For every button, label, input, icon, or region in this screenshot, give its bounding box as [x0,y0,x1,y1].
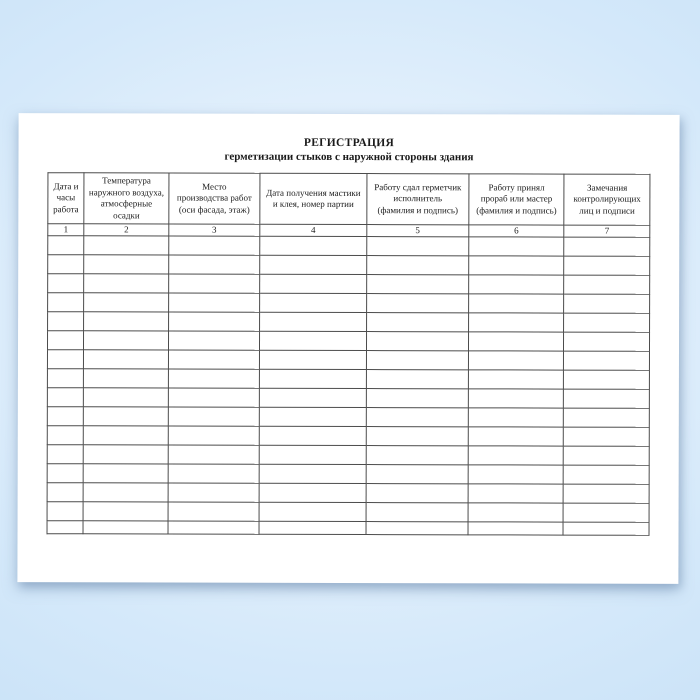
empty-cell [84,331,169,350]
empty-cell [84,255,169,274]
empty-cell [48,293,84,312]
table-row [47,350,649,371]
empty-cell [47,483,83,502]
table-row [47,464,649,485]
column-number: 3 [169,224,260,236]
empty-cell [259,388,366,407]
empty-cell [168,483,259,502]
empty-cell [168,369,259,388]
empty-cell [48,274,84,293]
empty-cell [168,502,259,521]
empty-cell [83,464,168,483]
empty-cell [468,332,564,351]
table-row [47,388,649,409]
empty-cell [83,483,168,502]
empty-cell [259,293,366,312]
empty-cell [468,275,564,294]
empty-cell [366,446,468,465]
empty-cell [366,427,468,446]
empty-cell [564,408,650,427]
column-number: 7 [564,225,650,237]
empty-cell [168,521,259,534]
empty-cell [259,521,366,534]
empty-cell [468,389,564,408]
table-row [47,502,649,523]
table-row [47,521,649,536]
empty-cell [564,351,650,370]
registration-table [47,172,651,536]
table-body [47,236,650,536]
empty-cell [48,236,84,255]
empty-cell [259,407,366,426]
empty-cell [468,370,564,389]
table-row [47,445,649,466]
column-header-work-submitted: Работу сдал герметчик исполнитель (фамилия и подпись) [367,174,469,225]
empty-cell [260,274,367,293]
empty-cell [366,522,468,535]
empty-cell [84,312,169,331]
empty-cell [564,370,650,389]
empty-cell [259,445,366,464]
empty-cell [83,426,168,445]
empty-cell [83,407,168,426]
empty-cell [169,312,260,331]
empty-cell [366,370,468,389]
column-header-work-accepted: Работу принял прораб или мастер (фамилия и подпись) [469,174,565,225]
table-row [48,274,650,295]
empty-cell [84,293,169,312]
empty-cell [366,351,468,370]
column-number: 2 [84,224,169,236]
empty-cell [168,407,259,426]
empty-cell [564,256,650,275]
column-header-remarks: Замечания контролирующих лиц и подписи [564,174,650,225]
empty-cell [366,408,468,427]
empty-cell [169,255,260,274]
empty-cell [468,351,564,370]
table-row [47,426,649,447]
empty-cell [47,521,83,534]
empty-cell [366,503,468,522]
document-title: РЕГИСТРАЦИЯ [303,136,395,150]
empty-cell [260,255,367,274]
document-page [17,113,679,584]
table-row [48,312,650,333]
empty-cell [468,465,564,484]
column-header-work-location: Место производства работ (оси фасада, этаж) [169,173,260,224]
column-header-mastic-received: Дата получения мастики и клея, номер партии [260,173,367,224]
empty-cell [259,464,366,483]
empty-cell [468,313,564,332]
empty-cell [564,237,650,256]
table-row [48,255,650,276]
column-number: 4 [260,224,367,236]
empty-cell [367,294,469,313]
empty-cell [564,313,650,332]
empty-cell [83,521,168,534]
empty-cell [47,445,83,464]
empty-cell [564,332,650,351]
table-row [48,236,650,257]
empty-cell [169,293,260,312]
empty-cell [169,236,260,255]
empty-cell [564,465,650,484]
empty-cell [468,408,564,427]
column-number: 6 [469,225,565,237]
empty-cell [367,332,469,351]
empty-cell [564,389,650,408]
column-number: 1 [48,224,84,236]
document-subtitle: герметизации стыков с наружной стороны здания [224,150,474,164]
empty-cell [367,237,469,256]
empty-cell [83,388,168,407]
empty-cell [84,350,169,369]
empty-cell [564,446,650,465]
table-row [47,483,649,504]
empty-cell [259,331,366,350]
empty-cell [84,274,169,293]
empty-cell [168,426,259,445]
empty-cell [564,484,650,503]
column-header-temperature: Температура наружного воздуха, атмосферные осадки [84,173,169,224]
empty-cell [259,350,366,369]
header-row [48,173,650,226]
empty-cell [468,237,564,256]
empty-cell [468,427,564,446]
empty-cell [366,484,468,503]
empty-cell [83,445,168,464]
empty-cell [47,369,83,388]
empty-cell [168,445,259,464]
column-header-date-hours: Дата и часы работа [48,173,84,224]
empty-cell [564,294,650,313]
empty-cell [366,465,468,484]
empty-cell [563,503,649,522]
empty-cell [564,275,650,294]
empty-cell [259,483,366,502]
empty-cell [367,275,469,294]
empty-cell [168,464,259,483]
empty-cell [47,350,83,369]
empty-cell [84,236,169,255]
table-row [47,407,649,428]
empty-cell [468,446,564,465]
empty-cell [259,502,366,521]
empty-cell [259,426,366,445]
column-number: 5 [367,225,469,237]
empty-cell [169,274,260,293]
empty-cell [564,427,650,446]
table-row [48,293,650,314]
empty-cell [367,256,469,275]
empty-cell [367,313,469,332]
empty-cell [468,294,564,313]
empty-cell [47,388,83,407]
empty-cell [468,484,564,503]
empty-cell [468,522,564,535]
empty-cell [48,255,84,274]
empty-cell [168,350,259,369]
empty-cell [47,426,83,445]
table-row [47,331,649,352]
empty-cell [168,388,259,407]
empty-cell [468,256,564,275]
empty-cell [47,407,83,426]
empty-cell [259,312,366,331]
empty-cell [47,464,83,483]
empty-cell [468,503,564,522]
empty-cell [47,331,83,350]
empty-cell [83,502,168,521]
empty-cell [563,522,649,535]
empty-cell [48,312,84,331]
empty-cell [260,236,367,255]
table-row [47,369,649,390]
empty-cell [84,369,169,388]
empty-cell [366,389,468,408]
empty-cell [47,502,83,521]
empty-cell [168,331,259,350]
empty-cell [259,369,366,388]
